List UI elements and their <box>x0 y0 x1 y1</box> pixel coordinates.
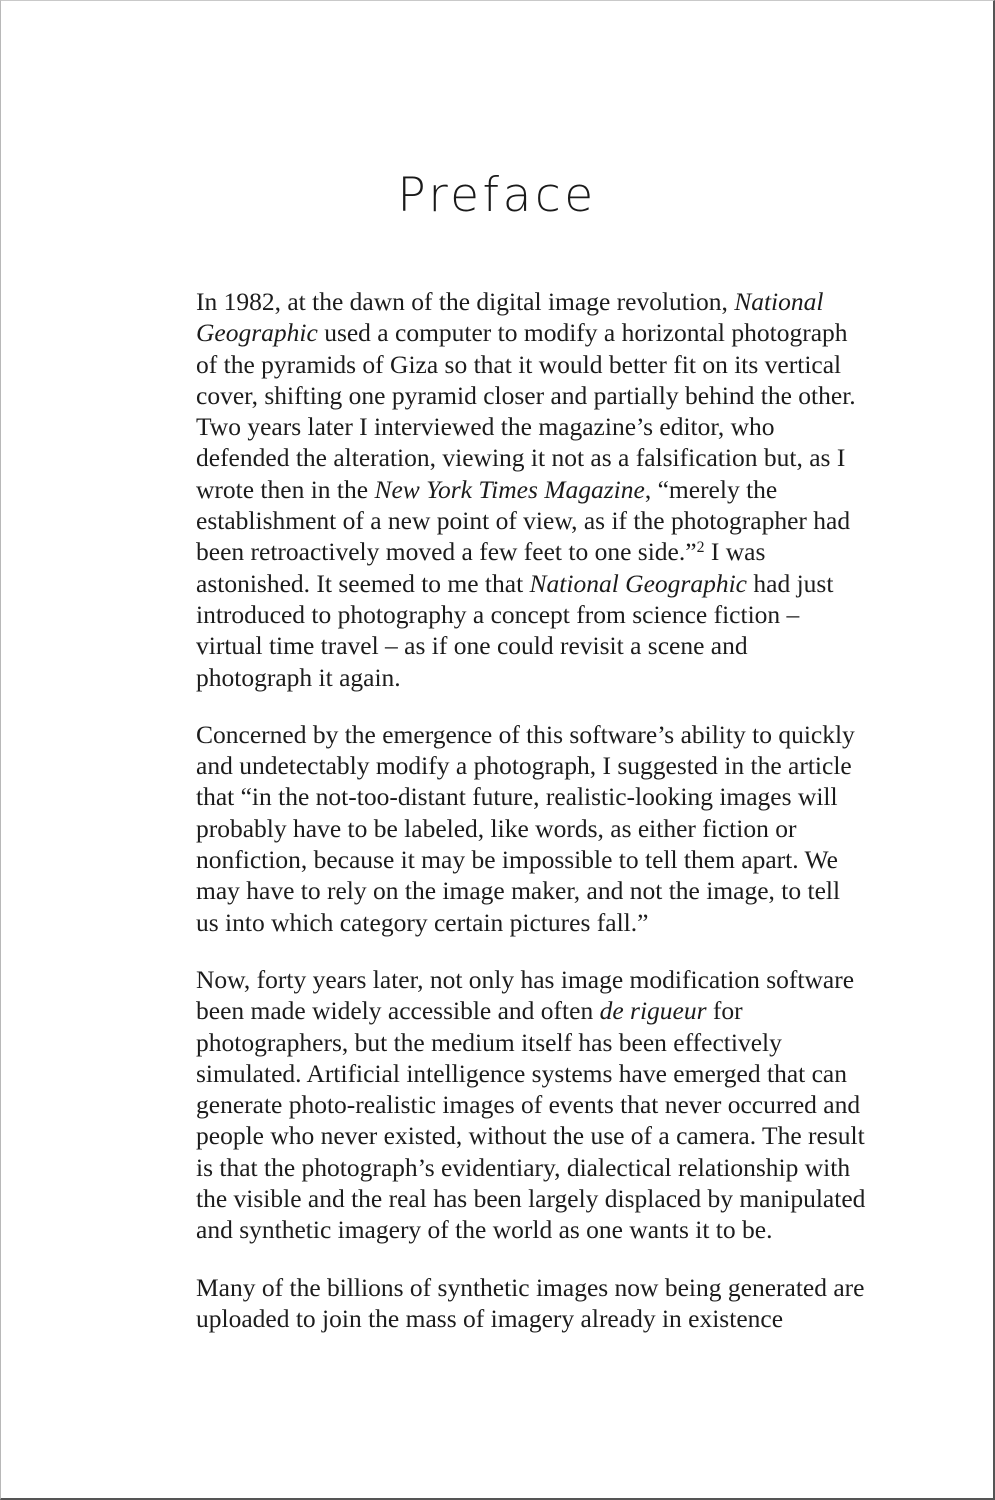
text-run: for photographers, but the medium itself has been effectively simulated. Artificial intelligence systems have emerged that can generate photo-realistic images of events that never occurred and people who never existed, without the use of a camera. The result is that the photograph’s evidentiary, dialectical relationship with the visible and the real has been largely displaced by manipulated and synthetic imagery of the world as one wants it to be. <box>196 996 866 1245</box>
text-run: Now, forty years later, not only has image modification software been made widely accessible and often <box>196 964 855 1026</box>
body-text-column <box>196 286 868 1334</box>
italic-run: de rigueur <box>599 996 707 1026</box>
italic-run: National Geographic <box>196 287 824 348</box>
text-run: used a computer to modify a horizontal photograph of the pyramids of Giza so that it would better fit on its vertical cover, shifting one pyramid closer and partially behind the other. Two years later I interviewed the magazine’s editor, who defended the alteration, viewing it not as a falsification but, as I wrote then in the <box>196 318 856 504</box>
text-run: Many of the billions of synthetic images now being generated are uploaded to join the mass of imagery already in existence <box>196 1272 865 1333</box>
page-title: Preface <box>397 168 597 224</box>
paragraph <box>196 1272 868 1335</box>
footnote-marker[interactable]: 2 <box>696 539 705 557</box>
paragraph <box>196 719 868 938</box>
italic-run: National Geographic <box>529 568 747 598</box>
paragraph <box>196 964 868 1246</box>
text-run: I was astonished. It seemed to me that <box>196 537 766 598</box>
paragraph <box>196 286 868 693</box>
italic-run: New York Times Magazine <box>374 474 645 504</box>
text-run: had just introduced to photography a concept from science fiction – virtual time travel – as if one could revisit a scene and photograph it again. <box>196 568 834 692</box>
text-run: Concerned by the emergence of this software’s ability to quickly and undetectably modify a photograph, I suggested in the article that “in the not-too-distant future, realistic-looking images will probably have to be labeled, like words, as either fiction or nonfiction, because it may be impossible to tell them apart. We may have to rely on the image maker, and not the image, to tell us into which category certain pictures fall.” <box>196 719 855 937</box>
text-run: In 1982, at the dawn of the digital image revolution, <box>196 287 735 316</box>
text-run: , “merely the establishment of a new point of view, as if the photographer had been retroactively moved a few feet to one side.” <box>196 474 851 567</box>
